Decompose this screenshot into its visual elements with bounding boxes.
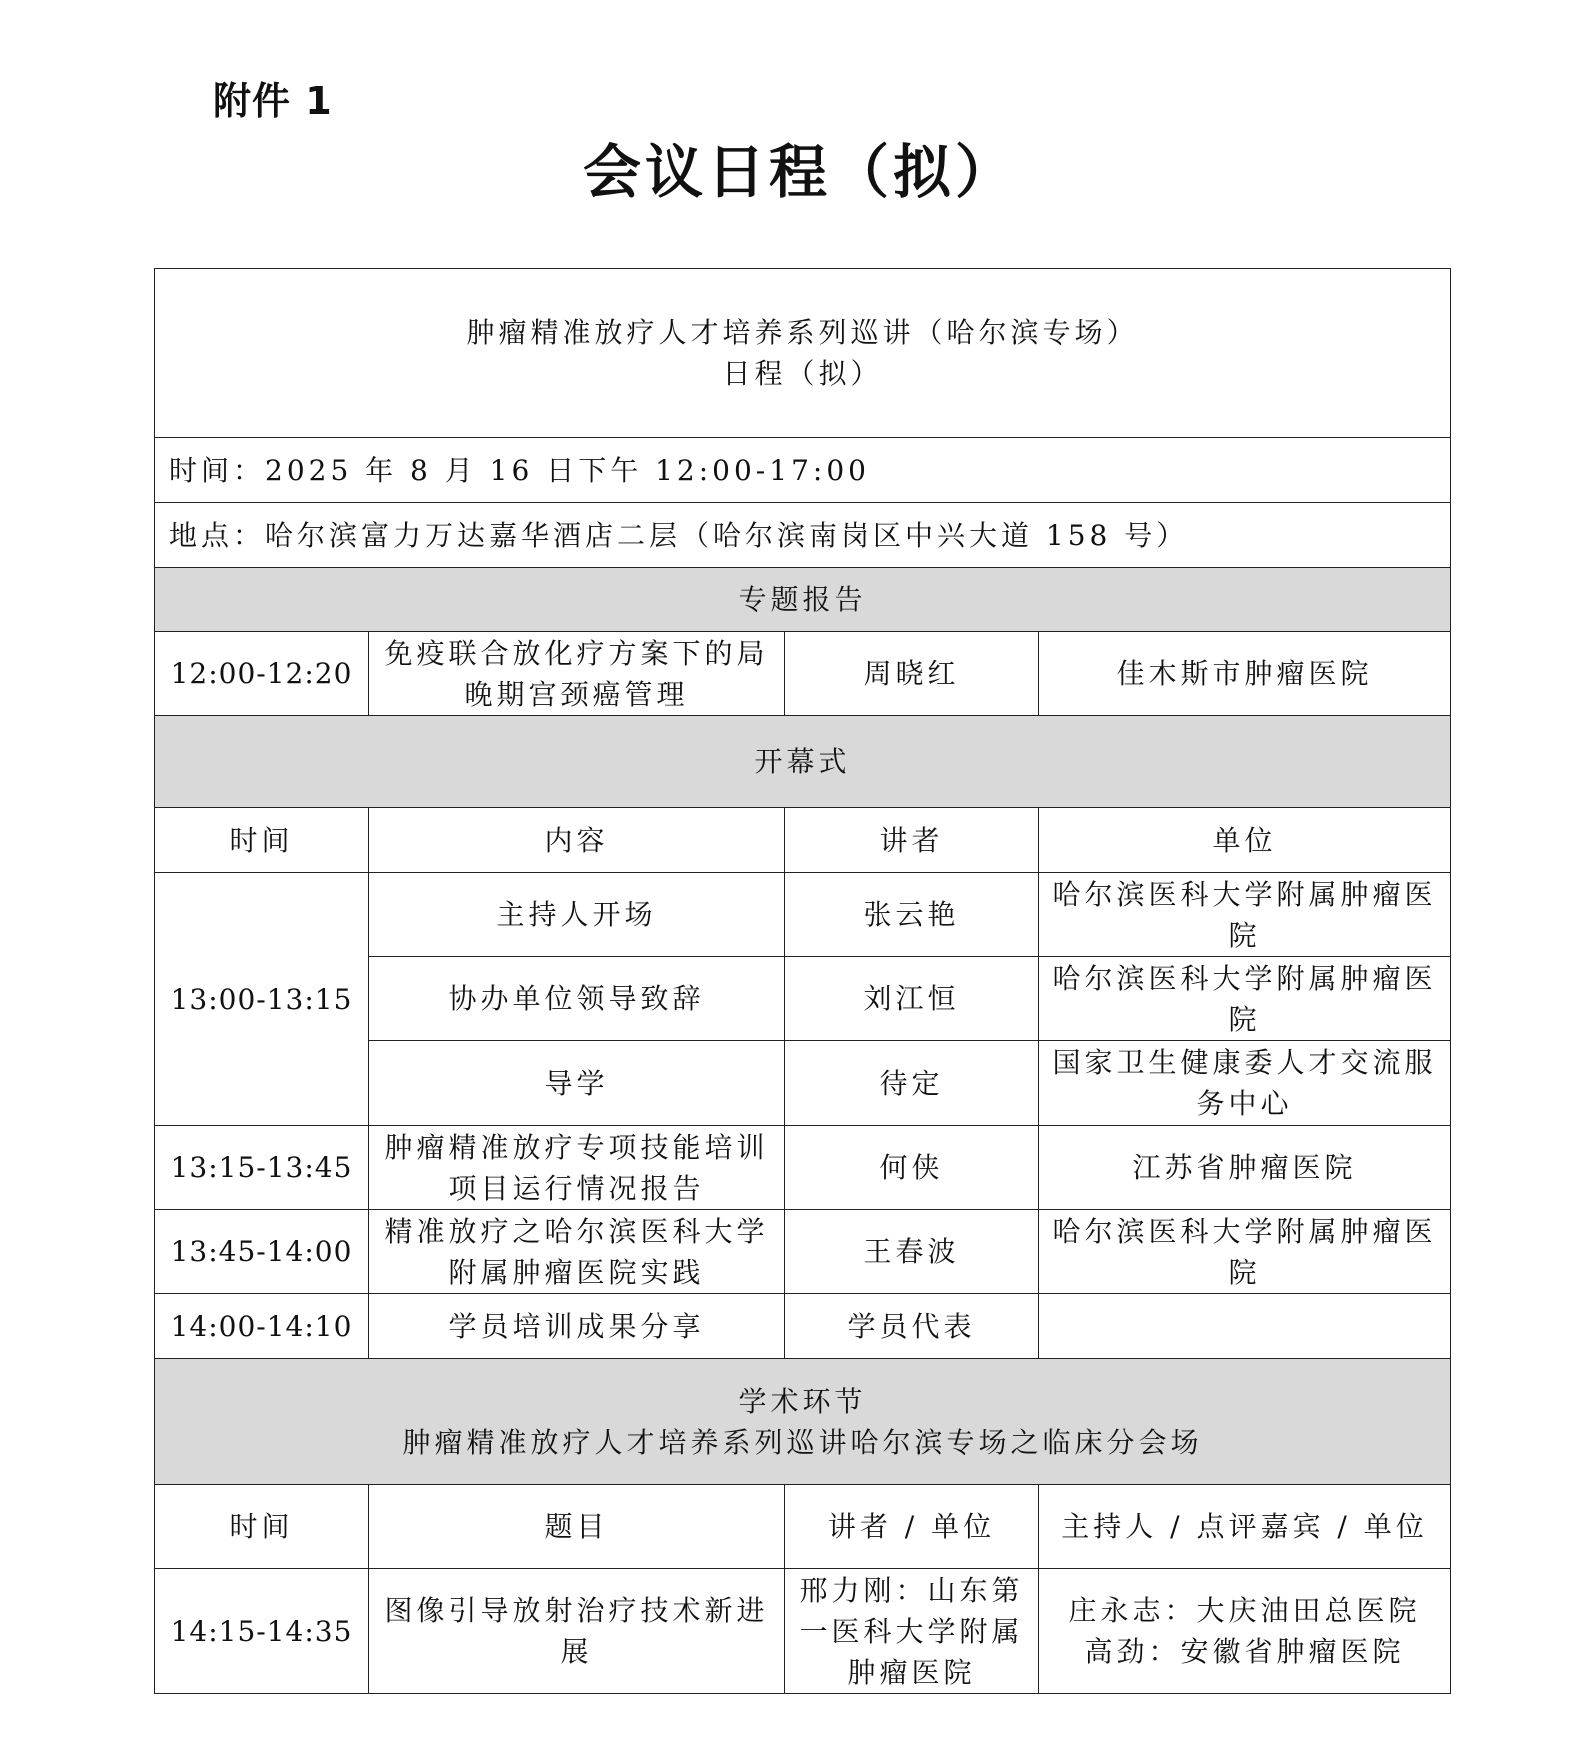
host-cell [1039, 1569, 1451, 1694]
table-row [155, 873, 1451, 957]
unit-cell: 哈尔滨医科大学附属肿瘤医院 [1039, 1210, 1451, 1294]
schedule-header [155, 269, 1451, 438]
unit-cell: 哈尔滨医科大学附属肿瘤医院 [1039, 957, 1451, 1041]
table-row [155, 1210, 1451, 1294]
speaker-cell: 张云艳 [785, 873, 1039, 957]
speaker-cell: 邢力刚：山东第一医科大学附属肿瘤医院 [785, 1569, 1039, 1694]
time-cell: 13:15-13:45 [155, 1126, 369, 1210]
unit-cell: 哈尔滨医科大学附属肿瘤医院 [1039, 873, 1451, 957]
table-row [155, 1569, 1451, 1694]
opening-heading: 开幕式 [155, 716, 1451, 808]
time-cell: 14:15-14:35 [155, 1569, 369, 1694]
schedule-table [154, 268, 1451, 1694]
event-time: 时间：2025 年 8 月 16 日下午 12:00-17:00 [155, 438, 1451, 503]
time-info-row [155, 438, 1451, 503]
academic-subtitle: 肿瘤精准放疗人才培养系列巡讲哈尔滨专场之临床分会场 [402, 1425, 1203, 1459]
time-cell: 13:00-13:15 [155, 873, 369, 1126]
document-title: 会议日程（拟） [582, 138, 1017, 206]
unit-cell [1039, 1294, 1451, 1359]
attachment-label: 附件 1 [213, 79, 333, 123]
host-name: 庄永志：大庆油田总医院 [1068, 1594, 1421, 1627]
reviewer-name: 高劲：安徽省肿瘤医院 [1084, 1635, 1405, 1668]
speaker-cell: 待定 [785, 1041, 1039, 1126]
academic-section-row [155, 1359, 1451, 1485]
content-cell: 肿瘤精准放疗专项技能培训项目运行情况报告 [369, 1126, 785, 1210]
content-cell: 免疫联合放化疗方案下的局晚期宫颈癌管理 [369, 632, 785, 716]
unit-cell: 国家卫生健康委人才交流服务中心 [1039, 1041, 1451, 1126]
content-cell: 精准放疗之哈尔滨医科大学附属肿瘤医院实践 [369, 1210, 785, 1294]
content-cell: 导学 [369, 1041, 785, 1126]
column-header-host: 主持人 / 点评嘉宾 / 单位 [1039, 1485, 1451, 1569]
topic-cell: 图像引导放射治疗技术新进展 [369, 1569, 785, 1694]
time-cell: 14:00-14:10 [155, 1294, 369, 1359]
content-cell: 主持人开场 [369, 873, 785, 957]
table-row [155, 632, 1451, 716]
column-header-row [155, 808, 1451, 873]
speaker-cell: 何侠 [785, 1126, 1039, 1210]
academic-heading [155, 1359, 1451, 1485]
column-header-time: 时间 [155, 808, 369, 873]
speaker-cell: 学员代表 [785, 1294, 1039, 1359]
time-cell: 13:45-14:00 [155, 1210, 369, 1294]
time-cell: 12:00-12:20 [155, 632, 369, 716]
column-header-topic: 题目 [369, 1485, 785, 1569]
academic-title: 学术环节 [738, 1384, 867, 1418]
schedule-header-subtitle: 日程（拟） [722, 357, 883, 390]
column-header-time: 时间 [155, 1485, 369, 1569]
unit-cell: 佳木斯市肿瘤医院 [1039, 632, 1451, 716]
speaker-cell: 王春波 [785, 1210, 1039, 1294]
schedule-header-row [155, 269, 1451, 438]
location-info-row [155, 503, 1451, 568]
content-cell: 学员培训成果分享 [369, 1294, 785, 1359]
special-report-heading: 专题报告 [155, 568, 1451, 632]
table-row [155, 1126, 1451, 1210]
unit-cell: 江苏省肿瘤医院 [1039, 1126, 1451, 1210]
opening-section-row [155, 716, 1451, 808]
column-header-row [155, 1485, 1451, 1569]
column-header-unit: 单位 [1039, 808, 1451, 873]
schedule-header-title: 肿瘤精准放疗人才培养系列巡讲（哈尔滨专场） [466, 316, 1139, 349]
event-location: 地点：哈尔滨富力万达嘉华酒店二层（哈尔滨南岗区中兴大道 158 号） [155, 503, 1451, 568]
special-report-section-row [155, 568, 1451, 632]
column-header-speaker: 讲者 [785, 808, 1039, 873]
speaker-cell: 刘江恒 [785, 957, 1039, 1041]
content-cell: 协办单位领导致辞 [369, 957, 785, 1041]
column-header-speaker-unit: 讲者 / 单位 [785, 1485, 1039, 1569]
column-header-content: 内容 [369, 808, 785, 873]
speaker-cell: 周晓红 [785, 632, 1039, 716]
table-row [155, 1294, 1451, 1359]
